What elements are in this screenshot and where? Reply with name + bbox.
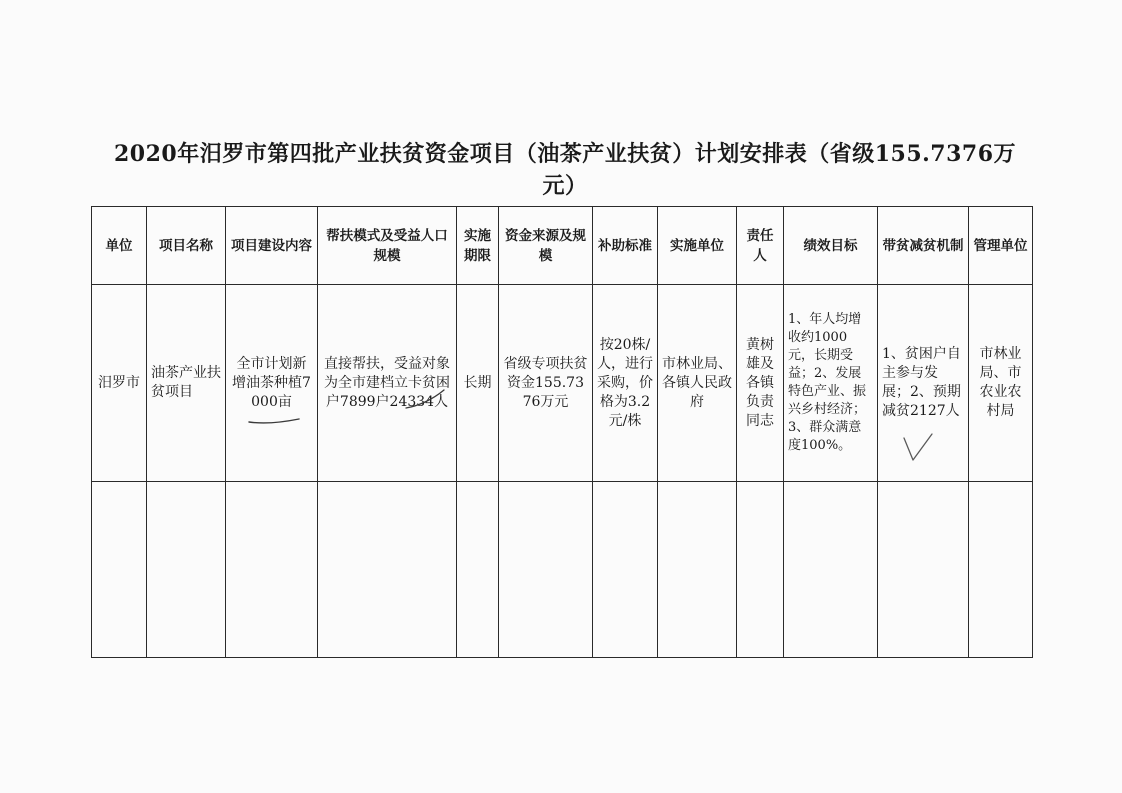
empty-cell (318, 482, 457, 658)
cell-model: 直接帮扶，受益对象为全市建档立卡贫困户7899户24334人 (318, 285, 457, 482)
header-row (92, 207, 1033, 285)
empty-cell (457, 482, 499, 658)
table-row (92, 285, 1033, 482)
cell-content: 全市计划新增油茶种植7000亩 (226, 285, 318, 482)
cell-funding: 省级专项扶贫资金155.7376万元 (499, 285, 593, 482)
cell-unit: 汨罗市 (92, 285, 147, 482)
cell-subsidy: 按20株/人，进行采购，价格为3.2元/株 (593, 285, 658, 482)
cell-performance: 1、年人均增收约1000元，长期受益；2、发展特色产业、振兴乡村经济；3、群众满意度100%。 (784, 285, 878, 482)
empty-cell (784, 482, 878, 658)
header-cell-period: 实施期限 (457, 207, 499, 285)
header-cell-performance: 绩效目标 (784, 207, 878, 285)
empty-table-row (92, 482, 1033, 658)
plan-table (91, 206, 1033, 658)
empty-cell (226, 482, 318, 658)
header-cell-unit: 单位 (92, 207, 147, 285)
cell-project-name: 油茶产业扶贫项目 (147, 285, 226, 482)
header-cell-responsible: 责任人 (737, 207, 784, 285)
header-cell-implementer: 实施单位 (658, 207, 737, 285)
empty-cell (92, 482, 147, 658)
cell-responsible: 黄树雄及各镇负责同志 (737, 285, 784, 482)
cell-mechanism: 1、贫困户自主参与发展；2、预期减贫2127人 (878, 285, 969, 482)
empty-cell (969, 482, 1033, 658)
cell-management: 市林业局、市农业农村局 (969, 285, 1033, 482)
empty-cell (593, 482, 658, 658)
cell-period: 长期 (457, 285, 499, 482)
empty-cell (147, 482, 226, 658)
header-cell-content: 项目建设内容 (226, 207, 318, 285)
header-cell-model: 帮扶模式及受益人口规模 (318, 207, 457, 285)
header-cell-project-name: 项目名称 (147, 207, 226, 285)
header-cell-mechanism: 带贫减贫机制 (878, 207, 969, 285)
empty-cell (499, 482, 593, 658)
empty-cell (658, 482, 737, 658)
header-cell-subsidy: 补助标准 (593, 207, 658, 285)
header-cell-management: 管理单位 (969, 207, 1033, 285)
empty-cell (878, 482, 969, 658)
cell-implementer: 市林业局、各镇人民政府 (658, 285, 737, 482)
empty-cell (737, 482, 784, 658)
header-cell-funding: 资金来源及规模 (499, 207, 593, 285)
page-title: 2020年汨罗市第四批产业扶贫资金项目（油茶产业扶贫）计划安排表（省级155.7376万元） (113, 141, 1017, 199)
